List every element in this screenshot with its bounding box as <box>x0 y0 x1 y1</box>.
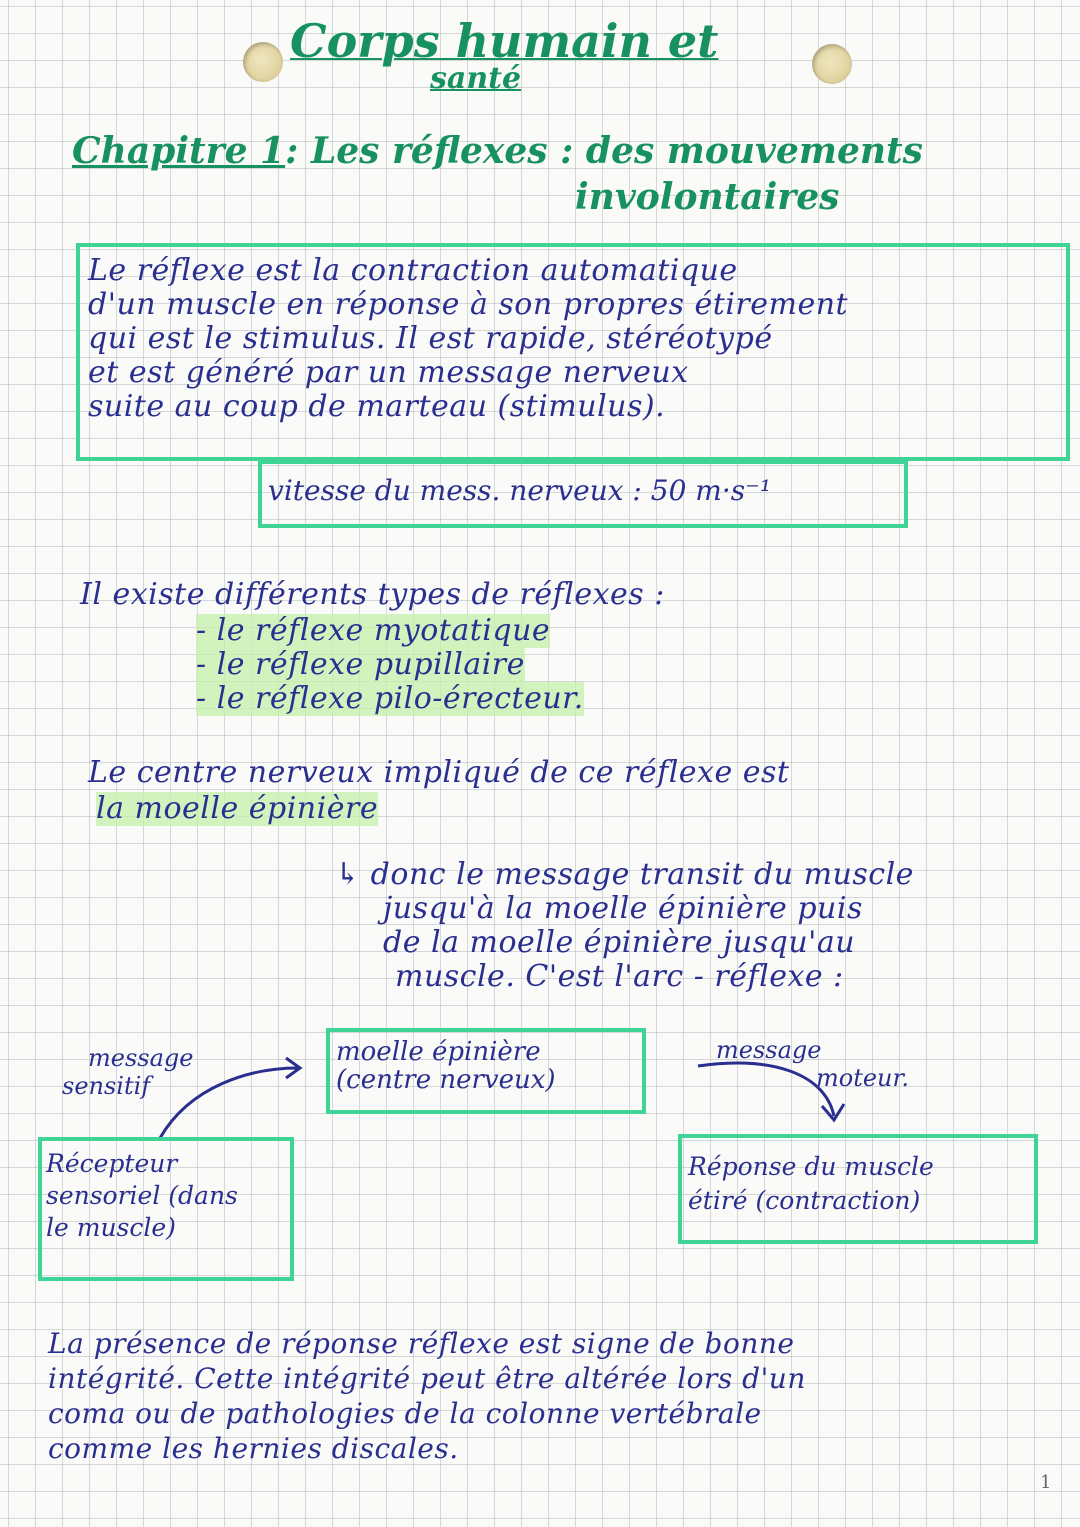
definition-line: d'un muscle en réponse à son propres étirement <box>88 287 849 322</box>
type-item: - le réflexe pilo-érecteur. <box>196 681 584 716</box>
consequence-line: muscle. C'est l'arc - réflexe : <box>395 959 844 994</box>
page-number: 1 <box>1040 1472 1052 1493</box>
definition-line: Le réflexe est la contraction automatique <box>88 253 738 288</box>
consequence-line: jusqu'à la moelle épinière puis <box>383 891 863 926</box>
sensory-label-line: message <box>88 1044 194 1072</box>
type-item: - le réflexe pupillaire <box>196 647 525 682</box>
types-list <box>196 614 584 716</box>
chapter-title: Les réflexes : des mouvements <box>310 130 923 172</box>
center-box-line: (centre nerveux) <box>336 1065 556 1095</box>
receptor-text <box>46 1148 238 1244</box>
definition-line: qui est le stimulus. Il est rapide, stéréotypé <box>88 321 773 356</box>
center-box-line: moelle épinière <box>336 1037 541 1067</box>
response-line: Réponse du muscle <box>688 1152 934 1181</box>
motor-label-line: message <box>716 1036 822 1064</box>
sensory-label-line: sensitif <box>62 1072 151 1100</box>
page-title: Corps humain et <box>290 14 719 68</box>
speed-text: vitesse du mess. nerveux : 50 m·s⁻¹ <box>268 474 772 507</box>
center-line1: Le centre nerveux impliqué de ce réflexe est <box>88 755 790 790</box>
consequence-line: de la moelle épinière jusqu'au <box>383 925 856 960</box>
receptor-line: le muscle) <box>46 1213 176 1242</box>
conclusion-line: coma ou de pathologies de la colonne vertébrale <box>48 1397 762 1430</box>
definition-line: et est généré par un message nerveux <box>88 355 689 390</box>
response-line: étiré (contraction) <box>688 1186 921 1215</box>
chapter-heading <box>72 132 1062 170</box>
type-item: - le réflexe myotatique <box>196 613 551 648</box>
center-line2: la moelle épinière <box>96 791 379 826</box>
response-text <box>688 1150 934 1218</box>
chapter-label: Chapitre 1 <box>72 130 286 172</box>
types-intro: Il existe différents types de réflexes : <box>80 577 665 612</box>
punch-hole-left <box>243 42 283 82</box>
consequence-line: ↳ donc le message transit du muscle <box>335 857 914 892</box>
consequence-text <box>335 858 914 994</box>
receptor-line: Récepteur <box>46 1149 178 1178</box>
conclusion-line: comme les hernies discales. <box>48 1432 459 1465</box>
motor-label-line: moteur. <box>816 1064 909 1092</box>
chapter-title-line2: involontaires <box>575 176 840 218</box>
conclusion-line: intégrité. Cette intégrité peut être altérée lors d'un <box>48 1362 806 1395</box>
center-box-text <box>336 1038 556 1094</box>
sensory-arrow-icon <box>150 1056 310 1146</box>
conclusion-line: La présence de réponse réflexe est signe de bonne <box>48 1327 795 1360</box>
conclusion-text <box>48 1326 806 1466</box>
motor-arrow-icon <box>694 1056 854 1126</box>
receptor-line: sensoriel (dans <box>46 1181 238 1210</box>
chapter-separator: : <box>285 130 299 172</box>
punch-hole-right <box>812 44 852 84</box>
page-title-line2: santé <box>430 61 522 96</box>
definition-text <box>88 254 848 424</box>
definition-line: suite au coup de marteau (stimulus). <box>88 389 666 424</box>
